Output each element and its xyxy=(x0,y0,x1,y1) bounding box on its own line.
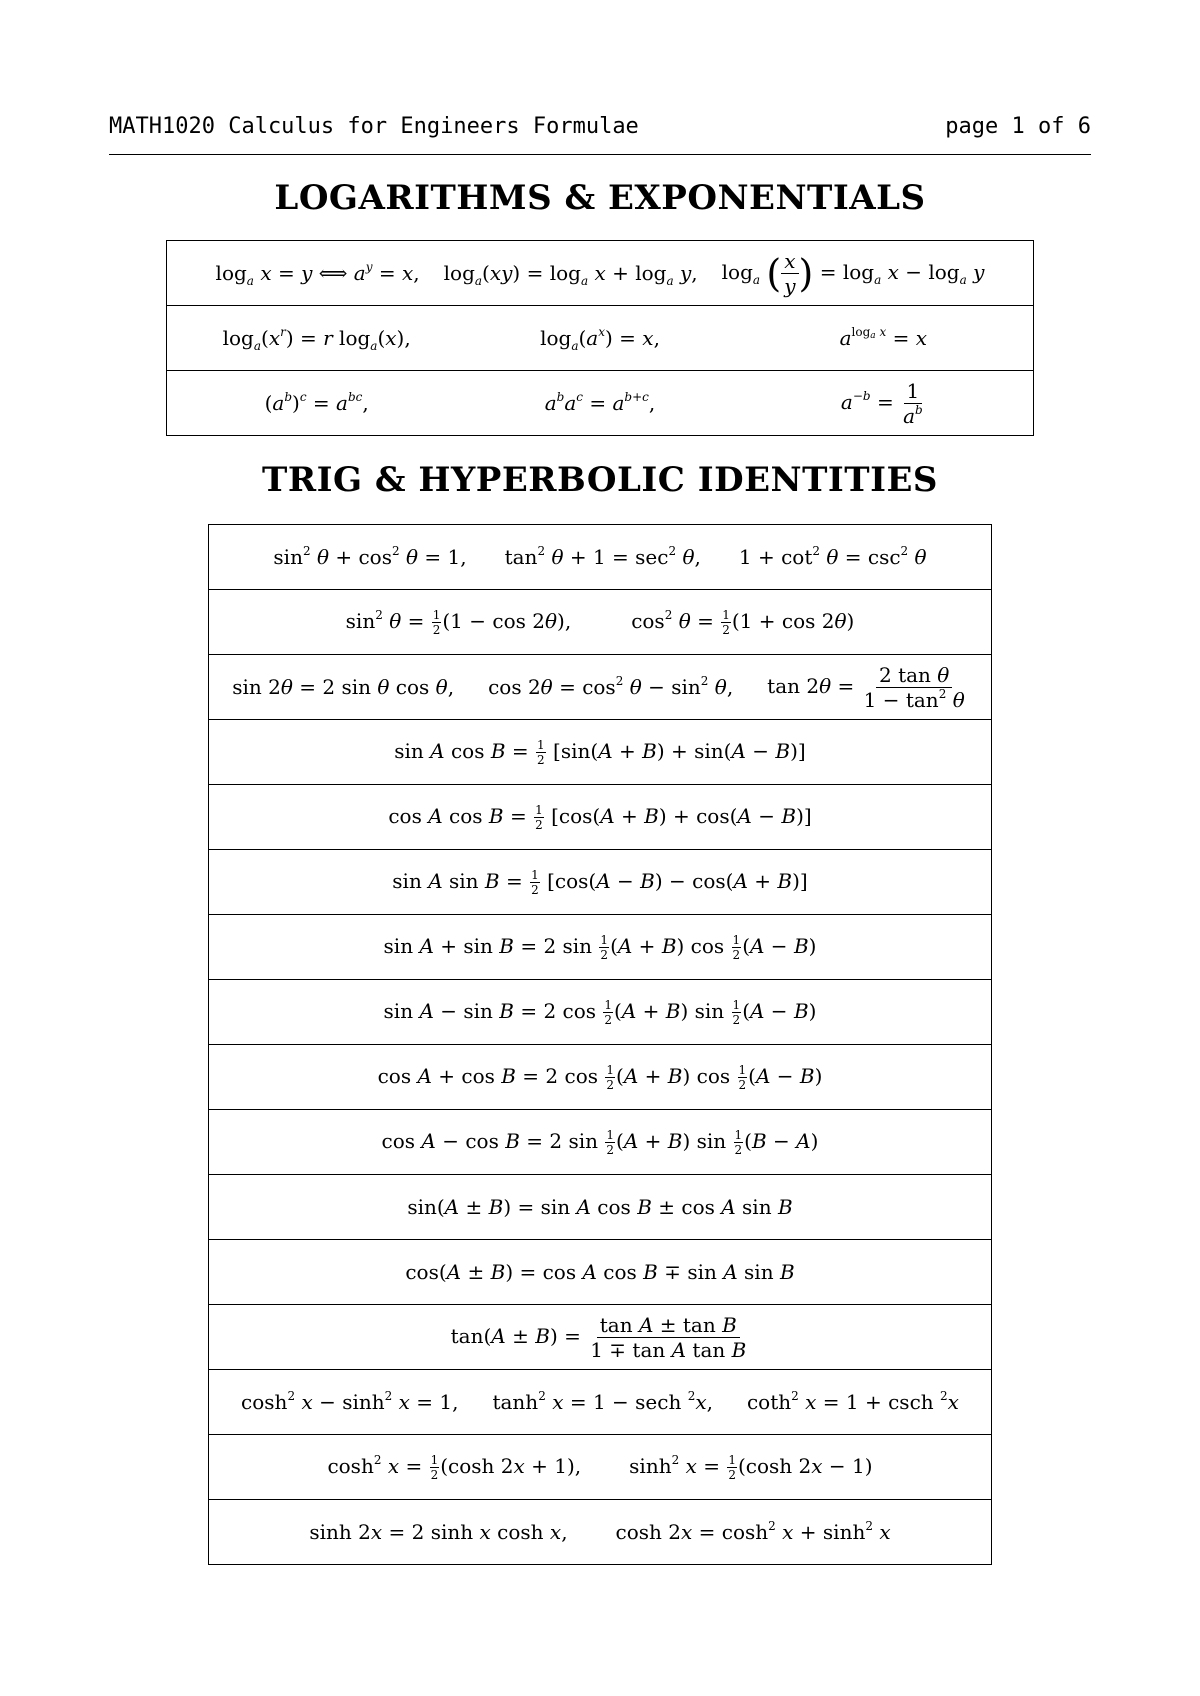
formula: $\tan^2 \theta + 1 = \sec^2 \theta$, xyxy=(504,544,701,569)
formula: $\cosh^2 x - \sinh^2 x = 1$, xyxy=(241,1389,459,1414)
formula-cell xyxy=(209,1435,992,1500)
table-row xyxy=(209,1110,992,1175)
table-row xyxy=(209,1500,992,1565)
table-row xyxy=(167,371,1034,436)
formula-cell xyxy=(209,980,992,1045)
table-row xyxy=(209,850,992,915)
formula-cell xyxy=(209,1175,992,1240)
formula: $\sin^2 \theta + \cos^2 \theta = 1$, xyxy=(273,544,467,569)
formula: sinh 2x = 2 sinh x cosh x, xyxy=(309,1520,568,1544)
page-number: page 1 of 6 xyxy=(945,114,1091,139)
formula: sin A sin B = $\frac{1}{2}$ [cos(A − B) − cos(A + B)] xyxy=(392,867,808,897)
page-header xyxy=(109,114,1091,155)
formula-cell xyxy=(209,1240,992,1305)
formula: cos A cos B = $\frac{1}{2}$ [cos(A + B) + cos(A − B)] xyxy=(388,802,812,832)
formula-cell xyxy=(209,1370,992,1435)
formula-cell xyxy=(167,241,1034,306)
formula-cell xyxy=(209,1305,992,1370)
formula-cell xyxy=(209,590,992,655)
formula: sin A + sin B = 2 sin $\frac{1}{2}$ (A + B) cos $\frac{1}{2}$ (A − B) xyxy=(383,932,817,962)
formula: $\log_a x = y$ ⟺ $a^y = x$, xyxy=(215,260,420,288)
table-row xyxy=(167,306,1034,371)
formula: $\tanh^2 x = 1 - \sec h$ $^2$x, xyxy=(492,1389,713,1414)
table-row xyxy=(209,980,992,1045)
logarithms-formula-table xyxy=(166,240,1034,436)
formula-cell xyxy=(209,525,992,590)
formula: coth$^2$ x = 1 + csch $^2$x xyxy=(746,1389,959,1414)
table-row xyxy=(167,241,1034,306)
table-row xyxy=(209,785,992,850)
formula: $\cosh^2 x$ = $\frac{1}{2}$ (cosh 2x + 1), xyxy=(327,1452,582,1482)
table-row xyxy=(209,915,992,980)
table-row xyxy=(209,1045,992,1110)
formula: tan 2θ = $\frac{\text{2 tan θ}}{1 - \tan^2 \theta}$ xyxy=(767,662,965,712)
table-row xyxy=(209,1435,992,1500)
table-row xyxy=(209,1305,992,1370)
section-title-trig: TRIG & HYPERBOLIC IDENTITIES xyxy=(262,460,938,500)
formula: $a^{-b}$ = $\frac{1}{a^b}$ xyxy=(840,378,923,428)
formula: $\log_a(a^x) = x$, xyxy=(540,325,660,353)
formula: $\cos^2 \theta$ = $\frac{1}{2}$ (1 + cos 2θ) xyxy=(631,607,855,637)
formula-cell xyxy=(167,371,1034,436)
formula: cos A + cos B = 2 cos $\frac{1}{2}$ (A + B) cos $\frac{1}{2}$ (A − B) xyxy=(377,1062,823,1092)
formula: $\log_a$ ( $\frac{x}{y}$ ) = $\log_a x - \log_a y$ xyxy=(721,248,985,298)
formula-cell xyxy=(209,850,992,915)
formula-cell xyxy=(209,785,992,850)
section-title-logarithms: LOGARITHMS & EXPONENTIALS xyxy=(274,178,926,218)
table-row xyxy=(209,525,992,590)
formula: $a^ba^c = a^{b+c}$, xyxy=(544,390,656,415)
table-row xyxy=(209,1175,992,1240)
formula-cell xyxy=(209,720,992,785)
formula: cos(A ± B) = cos A cos B ∓ sin A sin B xyxy=(405,1260,795,1284)
formula: sin A − sin B = 2 cos $\frac{1}{2}$ (A + B) sin $\frac{1}{2}$ (A − B) xyxy=(383,997,817,1027)
formula-cell xyxy=(209,1500,992,1565)
formula: $\cosh 2x = \cosh^2 x + \sinh^2 x$ xyxy=(615,1519,891,1544)
formula: $\log_a(x^r) = r$ $\log_a(x)$, xyxy=(222,325,411,353)
formula: cos A − cos B = 2 sin $\frac{1}{2}$ (A + B) sin $\frac{1}{2}$ (B − A) xyxy=(381,1127,819,1157)
table-row xyxy=(209,655,992,720)
formula: $\cos 2\theta = \cos^2 \theta - \sin^2 \theta$, xyxy=(488,674,734,699)
table-row xyxy=(209,1240,992,1305)
document-title: MATH1020 Calculus for Engineers Formulae xyxy=(109,114,639,139)
trig-identities-table xyxy=(208,524,992,1565)
formula-cell xyxy=(209,1110,992,1175)
formula: $\log_a(xy) = \log_a x + \log_a y$, xyxy=(443,261,698,288)
formula: sin A cos B = $\frac{1}{2}$ [sin(A + B) + sin(A − B)] xyxy=(394,737,806,767)
table-row xyxy=(209,590,992,655)
table-row xyxy=(209,1370,992,1435)
formula: $1 + \cot^2 \theta = \csc^2 \theta$ xyxy=(738,544,927,569)
formula-cell xyxy=(209,915,992,980)
formula-cell xyxy=(167,306,1034,371)
table-row xyxy=(209,720,992,785)
formula: sin(A ± B) = sin A cos B ± cos A sin B xyxy=(407,1195,793,1219)
formula-cell xyxy=(209,655,992,720)
formula-cell xyxy=(209,1045,992,1110)
formula: tan(A ± B) = $\frac{\text{tan A ± tan B}}{\text{1 ∓ tan A tan B}}$ xyxy=(450,1312,747,1362)
formula: $\sinh^2 x$ = $\frac{1}{2}$ (cosh 2x − 1) xyxy=(629,1452,873,1482)
formula: $a^{log_a x} = x$ xyxy=(839,325,928,350)
formula: $(a^b)^c = a^{bc}$, xyxy=(264,390,369,415)
formula: $\sin^2 \theta$ = $\frac{1}{2}$ (1 − cos 2θ), xyxy=(345,607,572,637)
formula: sin 2θ = 2 sin θ cos θ, xyxy=(232,675,455,699)
